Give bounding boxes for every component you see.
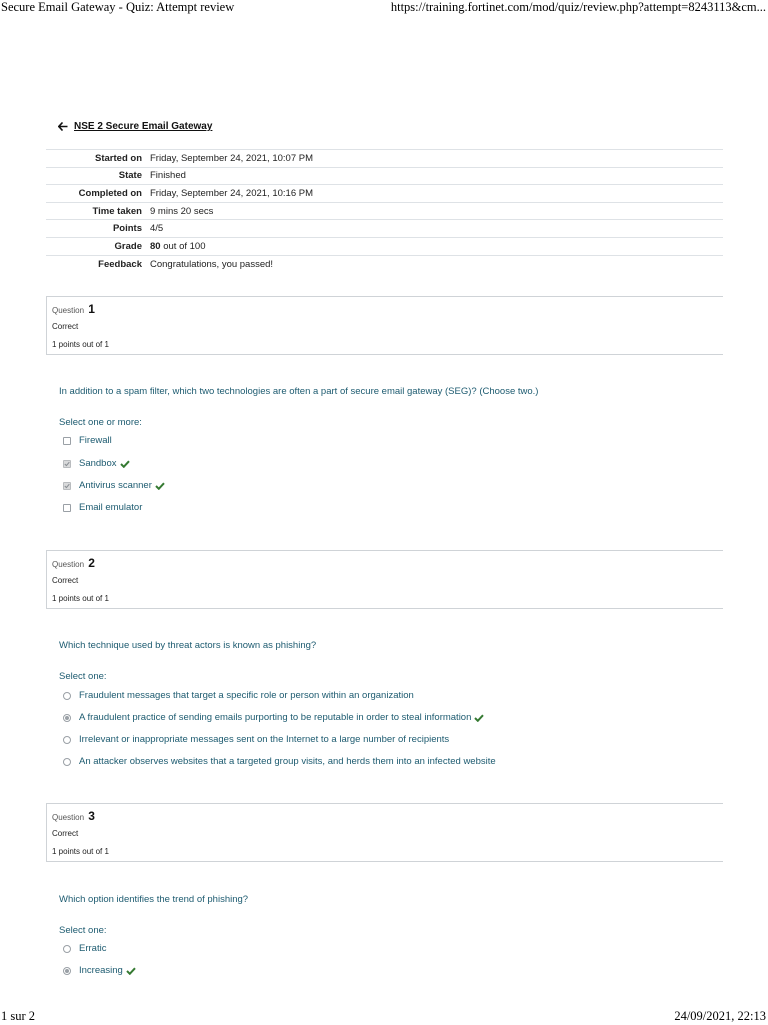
answer-option[interactable] (63, 734, 449, 745)
question-state: Correct (52, 829, 79, 838)
radio-button[interactable] (63, 758, 71, 766)
answer-label: A fraudulent practice of sending emails purporting to be reputable in order to steal information (79, 712, 472, 723)
answer-label: An attacker observes websites that a targeted group visits, and herds them into an infected website (79, 756, 496, 767)
summary-row (46, 255, 723, 273)
answer-label: Antivirus scanner (79, 480, 152, 491)
summary-value: Finished (150, 170, 186, 182)
answer-label: Irrelevant or inappropriate messages sent on the Internet to a large number of recipients (79, 734, 450, 745)
summary-value (150, 237, 723, 255)
answer-option[interactable] (63, 480, 165, 491)
summary-label: Completed on (78, 187, 142, 199)
print-datetime: 24/09/2021, 22:13 (674, 1009, 766, 1023)
radio-button[interactable] (63, 692, 71, 700)
grade-score: 80 (150, 240, 161, 252)
summary-label: Points (112, 223, 142, 235)
summary-value: Friday, September 24, 2021, 10:07 PM (150, 152, 313, 164)
question-state: Correct (52, 576, 79, 585)
arrow-left-icon (58, 122, 68, 131)
summary-value: Friday, September 24, 2021, 10:16 PM (150, 187, 313, 199)
question-points: 1 points out of 1 (52, 594, 109, 603)
summary-label: Feedback (98, 258, 142, 270)
answer-label: Erratic (79, 943, 107, 954)
question-3-info (46, 803, 723, 862)
summary-value: 4/5 (150, 223, 164, 235)
question-number: Question 1 (52, 302, 95, 316)
summary-row (46, 202, 723, 220)
back-link-label: NSE 2 Secure Email Gateway (74, 121, 213, 132)
summary-row (46, 237, 723, 255)
answer-option[interactable] (63, 690, 414, 701)
summary-label: Time taken (92, 205, 142, 217)
radio-button-selected[interactable] (63, 714, 71, 722)
answer-label: Fraudulent messages that target a specific role or person within an organization (79, 690, 414, 701)
checkbox[interactable] (63, 504, 71, 512)
answer-option[interactable] (63, 756, 496, 767)
checkbox-checked[interactable] (63, 482, 71, 490)
correct-check-icon (126, 967, 136, 975)
radio-button[interactable] (63, 736, 71, 744)
question-2-prompt: Select one: (59, 671, 107, 682)
checkbox[interactable] (63, 437, 71, 445)
answer-option[interactable] (63, 435, 112, 446)
question-points: 1 points out of 1 (52, 340, 109, 349)
summary-label: Started on (95, 152, 142, 164)
answer-option[interactable] (63, 458, 130, 469)
question-2-info (46, 550, 723, 609)
summary-row (46, 185, 723, 203)
back-to-course-link[interactable] (58, 121, 212, 132)
answer-option[interactable] (63, 502, 142, 513)
question-1-prompt: Select one or more: (59, 417, 142, 428)
checkbox-checked[interactable] (63, 460, 71, 468)
question-state: Correct (52, 322, 79, 331)
radio-button-selected[interactable] (63, 967, 71, 975)
summary-row (46, 220, 723, 238)
print-header-title: Secure Email Gateway - Quiz: Attempt review (1, 0, 235, 14)
summary-value: Congratulations, you passed! (150, 258, 274, 270)
correct-check-icon (474, 714, 484, 722)
correct-check-icon (155, 482, 165, 490)
answer-option[interactable] (63, 712, 484, 723)
correct-check-icon (120, 460, 130, 468)
print-header (0, 0, 768, 16)
grade-out-of: out of 100 (160, 240, 206, 252)
answer-option[interactable] (63, 965, 136, 976)
page-number: 1 sur 2 (1, 1009, 36, 1023)
summary-row (46, 150, 723, 168)
answer-label: Sandbox (79, 458, 117, 469)
answer-label: Firewall (79, 435, 112, 446)
answer-label: Increasing (79, 965, 123, 976)
question-3-prompt: Select one: (59, 925, 107, 936)
print-footer (0, 1009, 768, 1025)
summary-label: State (118, 170, 142, 182)
summary-row (46, 167, 723, 185)
question-1-text: In addition to a spam filter, which two technologies are often a part of secure email gateway (SEG)? (Choose two.) (59, 386, 539, 397)
summary-label: Grade (114, 240, 142, 252)
answer-option[interactable] (63, 943, 106, 954)
question-1-info (46, 296, 723, 355)
radio-button[interactable] (63, 945, 71, 953)
question-3-text: Which option identifies the trend of phishing? (59, 894, 249, 905)
question-points: 1 points out of 1 (52, 847, 109, 856)
question-number: Question 2 (52, 556, 95, 570)
print-header-url: https://training.fortinet.com/mod/quiz/review.php?attempt=8243113&cm... (390, 0, 766, 14)
question-2-text: Which technique used by threat actors is known as phishing? (59, 640, 317, 651)
question-number: Question 3 (52, 809, 95, 823)
summary-value: 9 mins 20 secs (150, 205, 214, 217)
attempt-summary-table (46, 149, 723, 273)
answer-label: Email emulator (79, 502, 143, 513)
